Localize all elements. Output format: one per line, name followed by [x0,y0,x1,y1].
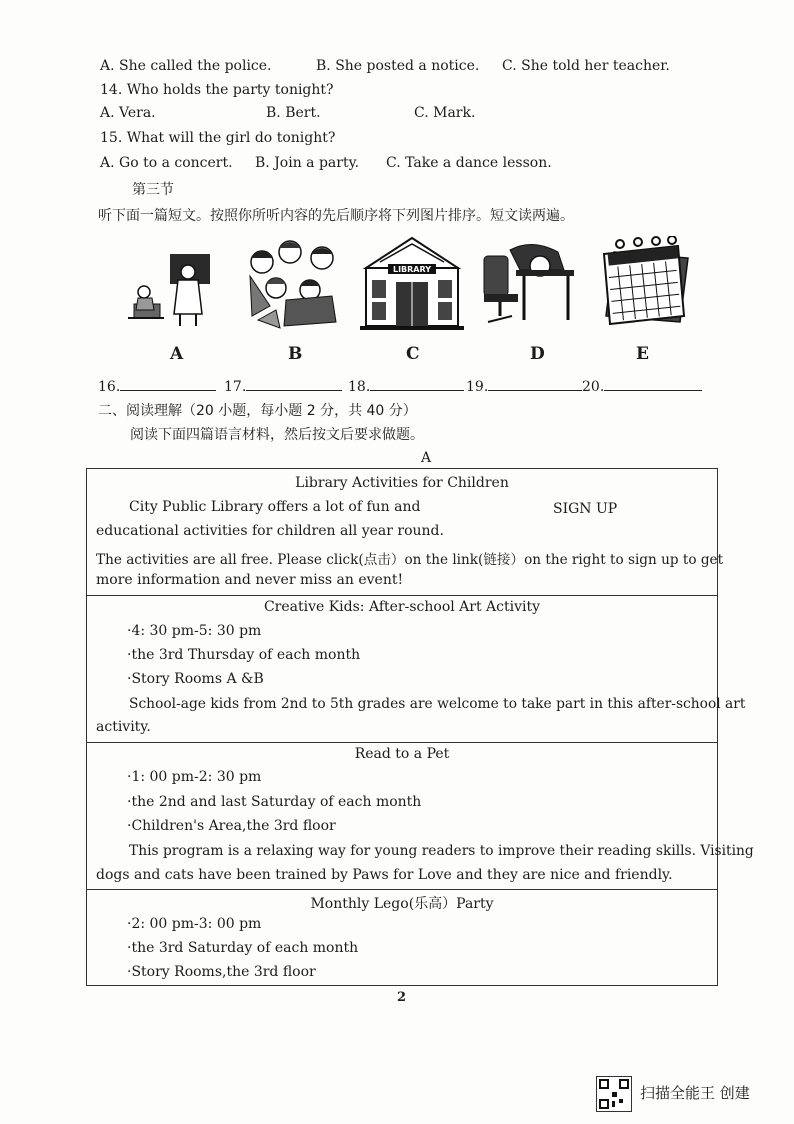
activity-1-time: ·4: 30 pm-5: 30 pm [127,623,262,639]
activity-3-date: ·the 3rd Saturday of each month [127,940,359,956]
page-number: 2 [397,990,407,1005]
activity-1-date: ·the 3rd Thursday of each month [127,647,361,663]
intro-line-1: City Public Library offers a lot of fun and [129,499,421,515]
picture-a-classroom [120,248,220,330]
answer-blank-18[interactable]: 18. [348,376,464,395]
intro-line-4: more information and never miss an event! [96,572,404,588]
answer-blank-16[interactable]: 16. [98,376,216,395]
answer-blank-19[interactable]: 19. [466,376,582,395]
picture-c-library-building [358,232,466,332]
q13-option-c: C. She told her teacher. [502,58,670,74]
answer-blank-20[interactable]: 20. [582,376,702,395]
picture-label-a: A [170,344,184,364]
activity-3-time: ·2: 00 pm-3: 00 pm [127,916,262,932]
activity-1-desc-1: School-age kids from 2nd to 5th grades are welcome to take part in this after-school art [129,696,746,712]
picture-b-children-group [240,236,350,332]
q13-option-a: A. She called the police. [100,58,272,74]
q15-option-b: B. Join a party. [255,155,360,171]
picture-label-d: D [530,344,545,364]
activity-2-place: ·Children's Area,the 3rd floor [127,818,336,834]
library-title: Library Activities for Children [295,475,509,491]
activity-divider-2 [87,742,717,743]
q13-option-b: B. She posted a notice. [316,58,480,74]
sign-up-link[interactable]: SIGN UP [553,501,618,517]
activity-1-desc-2: activity. [96,719,151,735]
activity-3-place: ·Story Rooms,the 3rd floor [127,964,316,980]
section3-instruction: 听下面一篇短文。按照你所听内容的先后顺序将下列图片排序。短文读两遍。 [98,208,574,224]
activity-divider-3 [87,889,717,890]
activity-1-place: ·Story Rooms A &B [127,671,264,687]
q14-option-a: A. Vera. [100,105,156,121]
picture-label-b: B [288,344,303,364]
q14-option-b: B. Bert. [266,105,321,121]
picture-d-sleeping-at-desk [480,240,580,330]
activity-2-date: ·the 2nd and last Saturday of each month [127,794,422,810]
section3-heading: 第三节 [132,182,174,198]
activity-divider-1 [87,595,717,596]
activity-2-time: ·1: 00 pm-2: 30 pm [127,769,262,785]
q15-option-a: A. Go to a concert. [100,155,233,171]
q15-option-c: C. Take a dance lesson. [386,155,552,171]
part2-instruction: 阅读下面四篇语言材料，然后按文后要求做题。 [130,427,424,443]
picture-label-e: E [636,344,649,364]
activity-1-title: Creative Kids: After-school Art Activity [263,599,541,615]
activity-3-title: Monthly Lego(乐高）Party [310,896,494,912]
q14-stem: 14. Who holds the party tonight? [100,82,334,98]
activity-2-title: Read to a Pet [354,746,450,762]
library-activities-table [86,468,754,986]
picture-label-c: C [406,344,420,364]
passage-label: A [421,450,432,466]
activity-2-desc-1: This program is a relaxing way for young readers to improve their reading skills. Visiting [129,843,754,859]
answer-blank-17[interactable]: 17. [224,376,342,395]
part2-heading: 二、阅读理解（20 小题，每小题 2 分，共 40 分） [98,403,417,419]
qr-code-icon [596,1076,632,1112]
activity-2-desc-2: dogs and cats have been trained by Paws for Love and they are nice and friendly. [96,867,673,883]
q14-option-c: C. Mark. [414,105,476,121]
scanner-watermark: 扫描全能王 创建 [640,1084,750,1102]
q15-stem: 15. What will the girl do tonight? [100,130,336,146]
intro-line-2: educational activities for children all year round. [96,523,444,539]
intro-line-3: The activities are all free. Please click(点击）on the link(链接）on the right to sign up to get [96,552,724,568]
picture-e-calendar [598,236,698,332]
library-sign-text: LIBRARY [392,265,432,274]
